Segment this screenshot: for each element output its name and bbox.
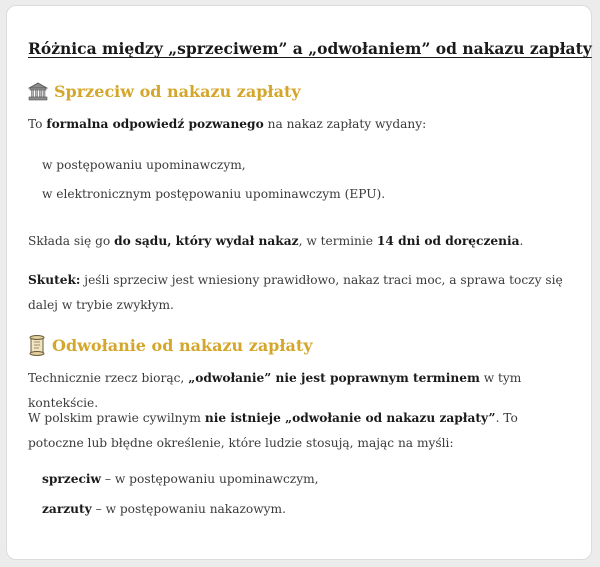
filing-mid: , w terminie bbox=[298, 234, 377, 248]
p2-bold: nie istnieje „odwołanie od nakazu zapłaty” bbox=[204, 411, 496, 425]
filing-post: . bbox=[519, 234, 524, 248]
filing-pre: Składa się go bbox=[28, 234, 115, 248]
p2-post: . To potoczne lub błędne określenie, które ludzie stosują, mając na myśli: bbox=[28, 411, 518, 450]
section1-intro bbox=[28, 112, 568, 137]
section1-filing bbox=[28, 229, 568, 254]
page-title: Różnica między „sprzeciwem” a „odwołaniem” od nakazu zapłaty bbox=[28, 39, 592, 58]
intro-bold: formalna odpowiedź pozwanego bbox=[46, 117, 264, 131]
p1-pre: Technicznie rzecz biorąc, bbox=[28, 371, 189, 385]
p1-bold: „odwołanie” nie jest poprawnym terminem bbox=[188, 371, 480, 385]
filing-bold-court: do sądu, który wydał nakaz bbox=[114, 234, 299, 248]
list-item bbox=[42, 472, 319, 486]
intro-post: na nakaz zapłaty wydany: bbox=[263, 117, 427, 131]
list-item bbox=[42, 502, 286, 516]
bank-icon bbox=[28, 82, 48, 101]
section1-effect bbox=[28, 268, 568, 318]
intro-pre: To bbox=[28, 117, 47, 131]
p2-pre: W polskim prawie cywilnym bbox=[28, 411, 205, 425]
scroll-icon bbox=[28, 335, 46, 356]
section-heading-odwolanie bbox=[28, 335, 313, 356]
content-card bbox=[6, 5, 592, 560]
list-item-desc: – w postępowaniu nakazowym. bbox=[91, 502, 286, 516]
list-item-term: sprzeciw bbox=[42, 472, 102, 486]
p1-post: w tym kontekście. bbox=[28, 371, 522, 410]
effect-text: jeśli sprzeciw jest wniesiony prawidłowo, nakaz traci moc, a sprawa toczy się dalej w trybie zwykłym. bbox=[28, 273, 563, 312]
list-item: w postępowaniu upominawczym, bbox=[42, 158, 246, 172]
list-item-term: zarzuty bbox=[42, 502, 92, 516]
section2-p2 bbox=[28, 406, 568, 456]
section-heading-text: Odwołanie od nakazu zapłaty bbox=[52, 336, 313, 355]
section-heading-text: Sprzeciw od nakazu zapłaty bbox=[54, 82, 301, 101]
list-item: w elektronicznym postępowaniu upominawczym (EPU). bbox=[42, 187, 386, 201]
section-heading-sprzeciw bbox=[28, 82, 301, 101]
list-item-desc: – w postępowaniu upominawczym, bbox=[101, 472, 319, 486]
effect-label: Skutek: bbox=[28, 273, 81, 287]
filing-bold-deadline: 14 dni od doręczenia bbox=[376, 234, 520, 248]
